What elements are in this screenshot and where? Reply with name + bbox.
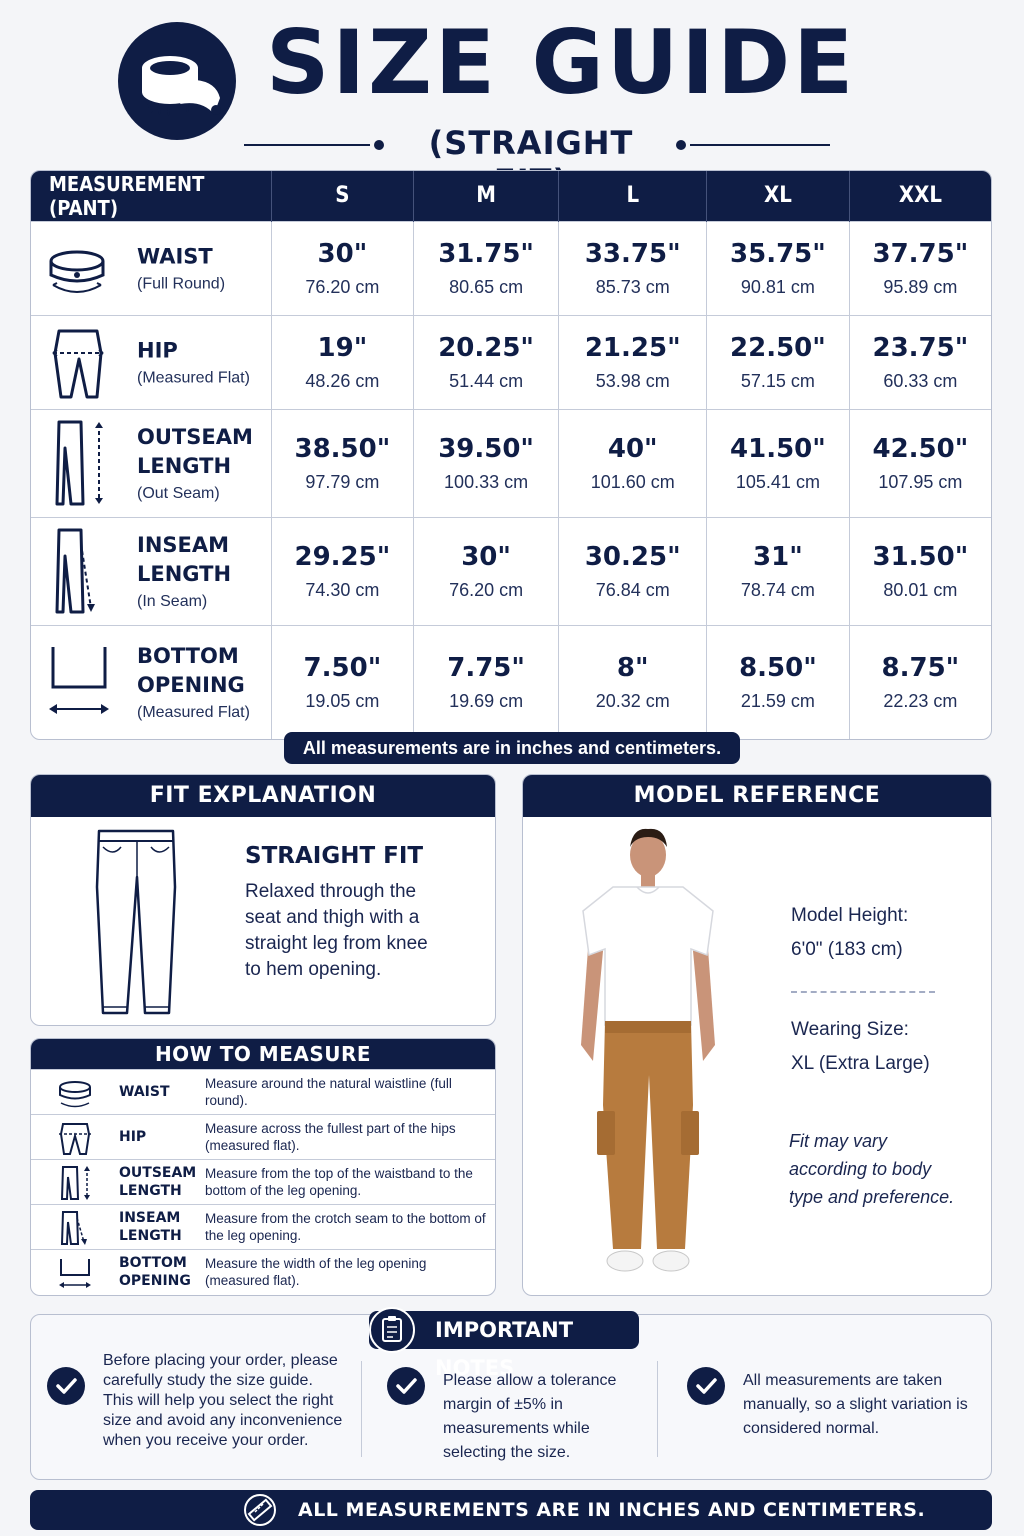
- header-size-m: M: [413, 171, 559, 221]
- page-title: SIZE GUIDE: [266, 11, 857, 114]
- model-photo: [573, 825, 723, 1285]
- important-notes-panel: [30, 1314, 992, 1480]
- waist-icon: [55, 1075, 95, 1111]
- size-value-cell: [849, 625, 991, 739]
- value-cm: 57.15 cm: [740, 370, 815, 391]
- measurement-name: OUTSEAM LENGTH: [137, 425, 253, 478]
- value-inches: 38.50": [294, 433, 391, 464]
- value-inches: 31.75": [438, 238, 534, 269]
- outseam-icon: [55, 1165, 95, 1201]
- value-inches: 29.25": [294, 541, 391, 572]
- size-value-cell: [559, 517, 707, 625]
- value-inches: 40": [607, 433, 658, 464]
- measurement-name: INSEAM LENGTH: [137, 533, 232, 586]
- size-value-cell: [849, 517, 991, 625]
- how-item-desc: Measure around the natural waistline (full round).: [205, 1076, 452, 1108]
- value-cm: 22.23 cm: [883, 690, 958, 711]
- wearing-size-value: XL (Extra Large): [791, 1053, 930, 1074]
- value-cm: 80.65 cm: [449, 276, 524, 297]
- important-notes-heading: IMPORTANT NOTES: [435, 1318, 574, 1380]
- value-cm: 19.69 cm: [449, 690, 524, 711]
- value-inches: 30.25": [584, 541, 681, 572]
- size-value-cell: [272, 409, 414, 517]
- value-inches: 37.75": [872, 238, 969, 269]
- size-value-cell: [707, 409, 850, 517]
- note-item: [687, 1355, 977, 1465]
- value-inches: 35.75": [730, 238, 826, 269]
- bottom-opening-icon: [45, 637, 115, 727]
- model-reference-panel: [522, 774, 992, 1296]
- note-text: All measurements are taken manually, so a slight variation is considered normal.: [743, 1372, 968, 1437]
- value-cm: 107.95 cm: [878, 471, 963, 492]
- footer-banner: [30, 1490, 992, 1530]
- measurement-cell: [31, 221, 272, 315]
- size-value-cell: [849, 221, 991, 315]
- size-value-cell: [849, 315, 991, 409]
- size-value-cell: [707, 221, 850, 315]
- table-row: [31, 221, 991, 315]
- check-circle-icon: [47, 1367, 85, 1405]
- value-cm: 76.20 cm: [305, 276, 380, 297]
- subtitle-row: [244, 124, 830, 166]
- value-inches: 20.25": [438, 332, 534, 363]
- value-inches: 23.75": [872, 332, 969, 363]
- size-value-cell: [707, 517, 850, 625]
- note-text: Before placing your order, please carefully study the size guide. This will help you select the right size and avoid any inconvenience when you receive your order.: [103, 1352, 343, 1449]
- list-item: [31, 1069, 496, 1114]
- size-value-cell: [272, 221, 414, 315]
- ruler-icon: [244, 1494, 276, 1526]
- how-item-name: BOTTOM OPENING: [119, 1255, 191, 1289]
- header-size-s: S: [272, 171, 414, 221]
- size-value-cell: [559, 625, 707, 739]
- size-value-cell: [272, 315, 414, 409]
- value-inches: 31.50": [872, 541, 969, 572]
- how-item-name: OUTSEAM LENGTH: [119, 1165, 197, 1199]
- size-value-cell: [272, 625, 414, 739]
- how-item-desc: Measure across the fullest part of the hips (measured flat).: [205, 1121, 456, 1153]
- how-item-name: HIP: [119, 1129, 147, 1145]
- list-item: [31, 1204, 496, 1249]
- divider-dot: [676, 140, 686, 150]
- value-inches: 41.50": [730, 433, 826, 464]
- how-item-desc: Measure the width of the leg opening (measured flat).: [205, 1256, 427, 1288]
- how-item-name: INSEAM LENGTH: [119, 1210, 182, 1244]
- units-note: All measurements are in inches and centimeters.: [284, 732, 740, 764]
- value-cm: 76.20 cm: [449, 579, 524, 600]
- hip-icon: [55, 1120, 95, 1156]
- size-value-cell: [272, 517, 414, 625]
- wearing-size-label: Wearing Size:: [791, 1019, 909, 1040]
- measurement-name: HIP: [137, 338, 178, 363]
- waist-icon: [45, 223, 115, 313]
- how-to-measure-heading: HOW TO MEASURE: [31, 1039, 495, 1069]
- list-item: [31, 1249, 496, 1294]
- value-inches: 39.50": [438, 433, 534, 464]
- size-value-cell: [413, 221, 559, 315]
- value-inches: 31": [753, 541, 803, 572]
- value-inches: 8.50": [739, 652, 817, 683]
- how-item-desc: Measure from the top of the waistband to the bottom of the leg opening.: [205, 1166, 473, 1198]
- measurement-sub: (Measured Flat): [137, 704, 250, 722]
- value-cm: 95.89 cm: [883, 276, 958, 297]
- header-size-l: L: [559, 171, 707, 221]
- model-reference-heading: MODEL REFERENCE: [523, 775, 991, 817]
- measurement-cell: [31, 625, 272, 739]
- value-cm: 20.32 cm: [595, 690, 670, 711]
- note-divider: [657, 1361, 658, 1457]
- model-info-divider: [791, 991, 935, 993]
- size-value-cell: [413, 409, 559, 517]
- value-cm: 19.05 cm: [305, 690, 380, 711]
- measurement-name: WAIST: [137, 244, 213, 269]
- value-inches: 42.50": [872, 433, 969, 464]
- footer-text: ALL MEASUREMENTS ARE IN INCHES AND CENTIMETERS.: [298, 1499, 926, 1521]
- how-to-measure-panel: [30, 1038, 496, 1296]
- value-cm: 51.44 cm: [449, 370, 524, 391]
- list-item: [31, 1114, 496, 1159]
- size-header-row: [31, 171, 991, 221]
- measurement-sub: (Full Round): [137, 275, 226, 293]
- value-cm: 85.73 cm: [595, 276, 670, 297]
- fit-title: STRAIGHT FIT: [245, 843, 424, 869]
- size-value-cell: [849, 409, 991, 517]
- size-value-cell: [559, 315, 707, 409]
- size-value-cell: [413, 517, 559, 625]
- value-inches: 30": [461, 541, 511, 572]
- value-inches: 22.50": [730, 332, 826, 363]
- outseam-icon: [45, 418, 115, 508]
- divider-line: [690, 144, 830, 146]
- check-circle-icon: [687, 1367, 725, 1405]
- bottom-opening-icon: [55, 1255, 95, 1291]
- measurement-cell: [31, 315, 272, 409]
- table-row: [31, 409, 991, 517]
- value-inches: 7.75": [447, 652, 525, 683]
- value-cm: 105.41 cm: [735, 471, 820, 492]
- size-value-cell: [413, 625, 559, 739]
- model-height-label: Model Height:: [791, 905, 909, 926]
- divider-line: [244, 144, 370, 146]
- measurement-cell: [31, 409, 272, 517]
- inseam-icon: [45, 526, 115, 616]
- value-cm: 90.81 cm: [740, 276, 815, 297]
- value-cm: 80.01 cm: [883, 579, 958, 600]
- value-inches: 30": [317, 238, 368, 269]
- header-size-xl: XL: [707, 171, 850, 221]
- value-cm: 53.98 cm: [595, 370, 670, 391]
- value-inches: 33.75": [584, 238, 681, 269]
- list-item: [31, 1159, 496, 1204]
- value-inches: 8.75": [881, 652, 960, 683]
- value-cm: 78.74 cm: [740, 579, 815, 600]
- measurement-sub: (In Seam): [137, 593, 208, 610]
- measurement-name: BOTTOM OPENING: [137, 644, 245, 698]
- check-circle-icon: [387, 1367, 425, 1405]
- measuring-tape-icon: [118, 22, 236, 140]
- size-value-cell: [559, 409, 707, 517]
- note-divider: [361, 1361, 362, 1457]
- fit-explanation-panel: [30, 774, 496, 1026]
- header-size-xxl: XXL: [849, 171, 991, 221]
- fit-description: Relaxed through the seat and thigh with a straight leg from knee to hem opening.: [245, 881, 428, 980]
- size-table: [30, 170, 992, 740]
- value-cm: 100.33 cm: [444, 471, 529, 492]
- size-value-cell: [413, 315, 559, 409]
- value-inches: 8": [616, 652, 649, 683]
- measurement-sub: (Measured Flat): [137, 369, 250, 387]
- straight-pant-icon: [91, 827, 181, 1017]
- page-subtitle: (STRAIGHT: [428, 124, 634, 162]
- how-item-name: WAIST: [119, 1084, 170, 1100]
- inseam-icon: [55, 1210, 95, 1246]
- table-row: [31, 625, 991, 739]
- divider-dot: [374, 140, 384, 150]
- model-height-value: 6'0" (183 cm): [791, 939, 903, 960]
- value-cm: 21.59 cm: [740, 690, 815, 711]
- value-cm: 48.26 cm: [305, 370, 380, 391]
- how-item-desc: Measure from the crotch seam to the bottom of the leg opening.: [205, 1211, 486, 1243]
- hip-icon: [45, 317, 115, 407]
- size-value-cell: [559, 221, 707, 315]
- value-cm: 60.33 cm: [883, 370, 958, 391]
- note-item: [47, 1352, 357, 1465]
- value-inches: 7.50": [303, 652, 382, 683]
- note-item: [387, 1355, 659, 1465]
- size-value-cell: [707, 625, 850, 739]
- measurement-sub: (Out Seam): [137, 485, 220, 502]
- important-notes-tab: [369, 1311, 639, 1380]
- table-row: [31, 517, 991, 625]
- value-inches: 21.25": [584, 332, 681, 363]
- value-cm: 101.60 cm: [590, 471, 675, 492]
- value-cm: 76.84 cm: [595, 579, 670, 600]
- clipboard-icon: [369, 1307, 415, 1353]
- size-value-cell: [707, 315, 850, 409]
- table-row: [31, 315, 991, 409]
- value-inches: 19": [317, 332, 368, 363]
- header-measurement: MEASUREMENT (PANT): [31, 171, 272, 221]
- note-text: Please allow a tolerance margin of ±5% in measurements while selecting the size.: [443, 1372, 617, 1461]
- fit-variation-note: Fit may vary according to body type and preference.: [789, 1131, 955, 1207]
- value-cm: 74.30 cm: [305, 579, 380, 600]
- fit-explanation-heading: FIT EXPLANATION: [31, 775, 495, 817]
- value-cm: 97.79 cm: [305, 471, 380, 492]
- measurement-cell: [31, 517, 272, 625]
- header: [0, 0, 1024, 170]
